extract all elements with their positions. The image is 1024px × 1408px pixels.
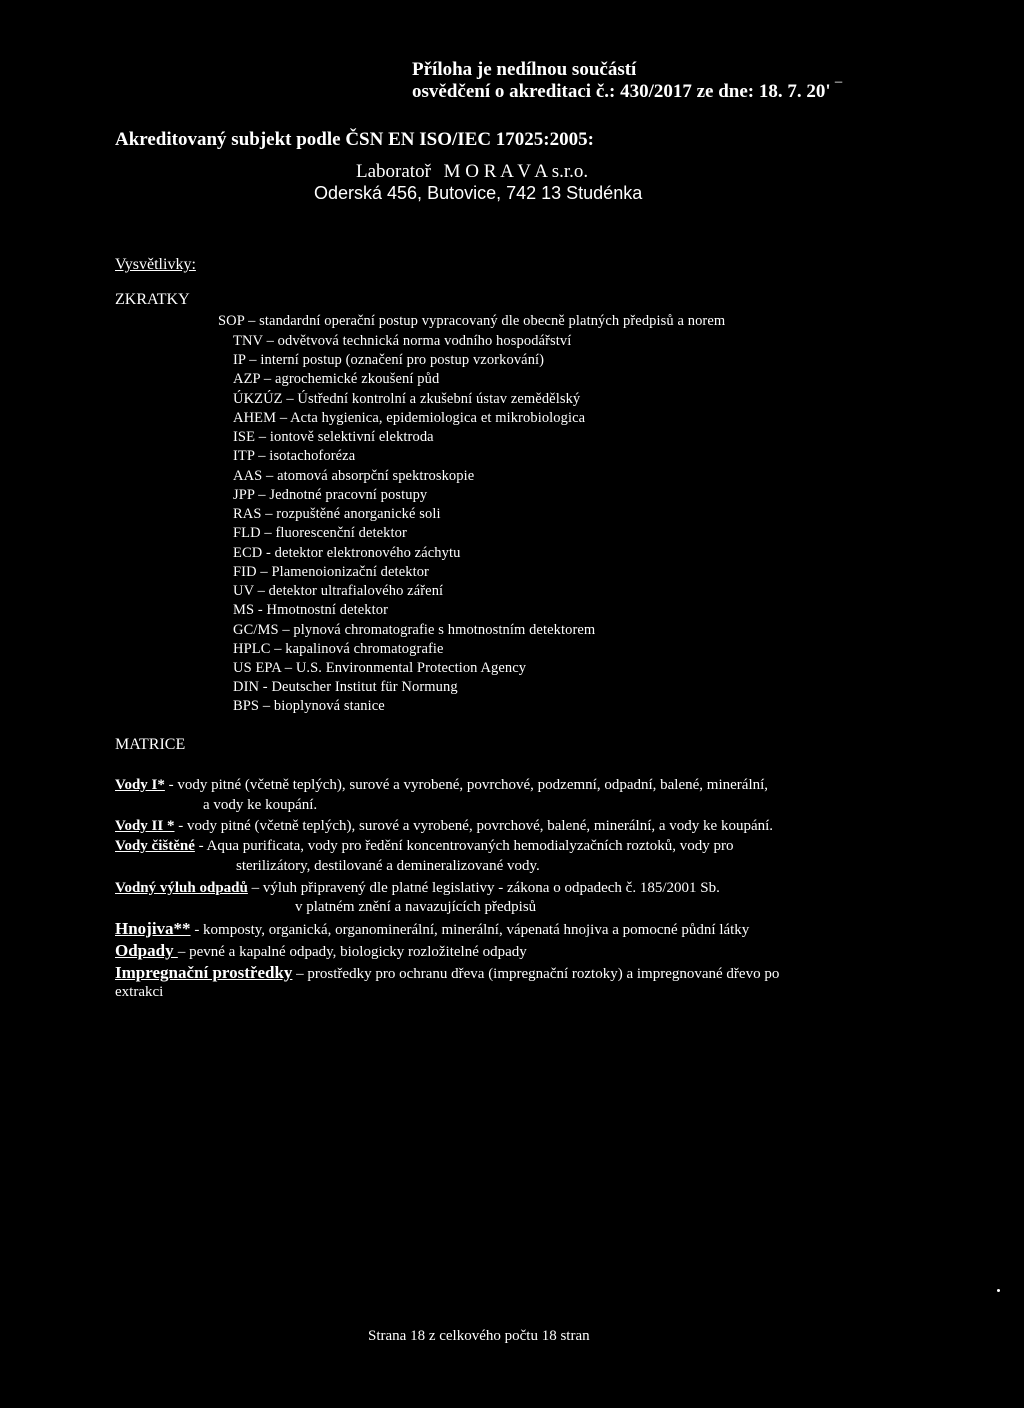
accreditation-line: Akreditovaný subjekt podle ČSN EN ISO/IEC 17025:2005: bbox=[115, 129, 594, 150]
matrix-desc: - vody pitné (včetně teplých), surové a vyrobené, povrchové, balené, minerální, a vody ke koupání. bbox=[174, 818, 774, 834]
abbr-item: ÚKZÚZ – Ústřední kontrolní a zkušební ústav zemědělský bbox=[233, 391, 581, 407]
matrix-vody-1 bbox=[115, 777, 768, 794]
lab-line bbox=[356, 161, 588, 183]
matrix-desc: – pevné a kapalné odpady, biologicky rozložitelné odpady bbox=[177, 944, 527, 960]
lab-name: M O R A V A s.r.o. bbox=[443, 161, 589, 182]
matrix-term: Vody čištěné bbox=[115, 838, 195, 854]
header-line-2: osvědčení o akreditaci č.: 430/2017 ze dne: 18. 7. 20' ‾ bbox=[412, 81, 842, 102]
abbr-item: FID – Plamenoionizační detektor bbox=[233, 564, 429, 580]
abbr-item: US EPA – U.S. Environmental Protection Agency bbox=[233, 660, 527, 676]
header-line-1: Příloha je nedílnou součástí bbox=[412, 59, 637, 80]
abbr-item: AZP – agrochemické zkoušení půd bbox=[233, 371, 440, 387]
matrix-impregnace-cont: extrakci bbox=[115, 984, 164, 1000]
abbr-item: UV – detektor ultrafialového záření bbox=[233, 583, 444, 599]
abbr-item: JPP – Jednotné pracovní postupy bbox=[233, 487, 428, 503]
abbr-item: GC/MS – plynová chromatografie s hmotnostním detektorem bbox=[233, 622, 596, 638]
matrix-term: Odpady bbox=[115, 941, 178, 960]
matrix-term: Impregnační prostředky bbox=[115, 963, 293, 982]
abbr-item: AHEM – Acta hygienica, epidemiologica et mikrobiologica bbox=[233, 410, 586, 426]
abbr-item: ECD - detektor elektronového záchytu bbox=[233, 545, 461, 561]
abbr-item: RAS – rozpuštěné anorganické soli bbox=[233, 506, 441, 522]
matrix-vody-1-cont: a vody ke koupání. bbox=[203, 797, 318, 813]
abbr-item: ITP – isotachoforéza bbox=[233, 448, 356, 464]
matrix-vody-3 bbox=[115, 838, 733, 855]
matrix-term: Vody II * bbox=[115, 818, 175, 834]
matrix-hnojiva bbox=[115, 919, 749, 939]
matrix-term: Vody I* bbox=[115, 777, 165, 793]
matrix-odpady bbox=[115, 941, 527, 961]
matrix-desc: - vody pitné (včetně teplých), surové a vyrobené, povrchové, podzemní, odpadní, balené, minerální, bbox=[164, 777, 769, 793]
abbr-item: TNV – odvětvová technická norma vodního hospodářství bbox=[233, 333, 572, 349]
matrix-vyluh bbox=[115, 880, 720, 897]
abbr-item: AAS – atomová absorpční spektroskopie bbox=[233, 468, 475, 484]
abbr-item: MS - Hmotnostní detektor bbox=[233, 602, 389, 618]
lab-prefix: Laboratoř bbox=[356, 161, 431, 182]
page-footer: Strana 18 z celkového počtu 18 stran bbox=[368, 1328, 590, 1344]
abbr-item: ISE – iontově selektivní elektroda bbox=[233, 429, 434, 445]
abbr-item: DIN - Deutscher Institut für Normung bbox=[233, 679, 458, 695]
scan-speck bbox=[997, 1289, 1000, 1292]
abbr-item: BPS – bioplynová stanice bbox=[233, 698, 385, 714]
matrix-term: Vodný výluh odpadů bbox=[115, 880, 248, 896]
matrix-desc: - Aqua purificata, vody pro ředění koncentrovaných hemodialyzačních roztoků, vody pro bbox=[194, 838, 734, 854]
matrix-desc: – prostředky pro ochranu dřeva (impregnační roztoky) a impregnované dřevo po bbox=[292, 966, 780, 982]
matrix-impregnace bbox=[115, 963, 779, 983]
matrix-desc: - komposty, organická, organominerální, minerální, vápenatá hnojiva a pomocné půdní látky bbox=[190, 922, 750, 938]
matrix-heading: MATRICE bbox=[115, 736, 186, 753]
abbr-item: HPLC – kapalinová chromatografie bbox=[233, 641, 444, 657]
abbr-item: FLD – fluorescenční detektor bbox=[233, 525, 407, 541]
abbr-item: SOP – standardní operační postup vypracovaný dle obecně platných předpisů a norem bbox=[218, 313, 726, 329]
matrix-desc: – výluh připravený dle platné legislativy - zákona o odpadech č. 185/2001 Sb. bbox=[247, 880, 720, 896]
abbreviations-heading: ZKRATKY bbox=[115, 291, 190, 308]
abbr-item: IP – interní postup (označení pro postup vzorkování) bbox=[233, 352, 545, 368]
matrix-vyluh-cont: v platném znění a navazujících předpisů bbox=[295, 899, 537, 915]
matrix-term: Hnojiva** bbox=[115, 919, 191, 938]
matrix-vody-3-cont: sterilizátory, destilované a demineralizované vody. bbox=[236, 858, 540, 874]
matrix-vody-2 bbox=[115, 818, 773, 835]
explanations-title: Vysvětlivky: bbox=[115, 256, 196, 273]
lab-address: Oderská 456, Butovice, 742 13 Studénka bbox=[314, 183, 643, 203]
